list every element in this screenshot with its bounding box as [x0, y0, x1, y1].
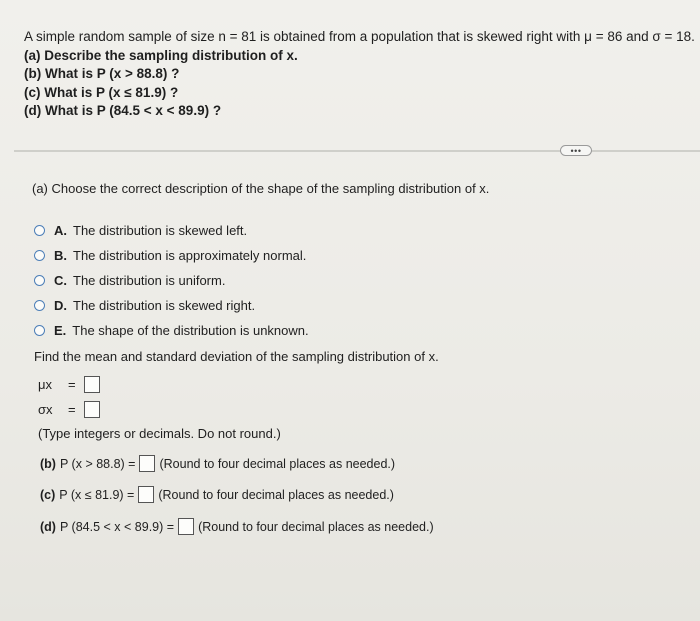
radio-icon[interactable]: [34, 225, 45, 236]
expand-more-button[interactable]: •••: [560, 145, 592, 156]
part-b-expression: P (x > 88.8) =: [59, 456, 136, 471]
problem-part-a: (a) Describe the sampling distribution of x.: [24, 47, 298, 63]
option-letter: A.: [54, 223, 67, 238]
section-divider: [14, 150, 700, 152]
part-c-label: (c): [40, 487, 56, 502]
equals-sign: =: [68, 402, 76, 417]
option-e[interactable]: [34, 318, 309, 343]
part-b-input[interactable]: [139, 455, 155, 472]
mean-input[interactable]: [84, 376, 100, 393]
part-c-input[interactable]: [138, 486, 154, 503]
mu-xbar-symbol: μx: [38, 377, 52, 392]
part-b-label: (b): [40, 456, 56, 471]
part-d-label: (d): [40, 519, 56, 534]
sigma-xbar-symbol: σx: [38, 402, 53, 417]
problem-text: A simple random sample of size n = 81 is obtained from a population that is skewed right with μ = 86 and σ = 18.: [24, 29, 695, 44]
part-d-input[interactable]: [178, 518, 194, 535]
option-d[interactable]: [34, 293, 309, 318]
sd-input[interactable]: [84, 401, 100, 418]
part-b-row: [40, 455, 395, 472]
mean-row: [38, 376, 100, 393]
problem-part-d: (d) What is P (84.5 < x < 89.9) ?: [24, 103, 222, 118]
option-letter: C.: [54, 273, 67, 288]
type-note: (Type integers or decimals. Do not round.): [38, 426, 281, 441]
option-text: The distribution is approximately normal.: [73, 248, 307, 263]
radio-icon[interactable]: [34, 325, 45, 336]
sd-row: [38, 401, 100, 418]
part-d-row: [40, 518, 434, 535]
problem-part-b: (b) What is P (x > 88.8) ?: [24, 66, 180, 81]
option-a[interactable]: [34, 218, 309, 243]
option-b[interactable]: [34, 243, 309, 268]
answer-options: [34, 218, 309, 343]
part-d-hint: (Round to four decimal places as needed.): [198, 519, 434, 534]
radio-icon[interactable]: [34, 275, 45, 286]
option-letter: B.: [54, 248, 67, 263]
radio-icon[interactable]: [34, 250, 45, 261]
part-d-expression: P (84.5 < x < 89.9) =: [59, 519, 175, 534]
option-text: The shape of the distribution is unknown.: [72, 323, 309, 338]
option-letter: E.: [54, 323, 67, 338]
equals-sign: =: [68, 377, 76, 392]
option-text: The distribution is uniform.: [73, 273, 226, 288]
part-c-hint: (Round to four decimal places as needed.): [158, 487, 394, 502]
option-text: The distribution is skewed left.: [73, 223, 248, 238]
option-text: The distribution is skewed right.: [73, 298, 256, 313]
part-a-question: (a) Choose the correct description of the shape of the sampling distribution of x.: [32, 181, 490, 196]
radio-icon[interactable]: [34, 300, 45, 311]
option-letter: D.: [54, 298, 67, 313]
part-b-hint: (Round to four decimal places as needed.): [159, 456, 396, 471]
part-c-row: [40, 486, 394, 503]
problem-statement: [24, 28, 695, 121]
part-c-expression: P (x ≤ 81.9) =: [59, 487, 135, 502]
problem-part-c: (c) What is P (x ≤ 81.9) ?: [24, 84, 179, 100]
option-c[interactable]: [34, 268, 309, 293]
mean-sd-prompt: Find the mean and standard deviation of the sampling distribution of x.: [34, 349, 439, 364]
